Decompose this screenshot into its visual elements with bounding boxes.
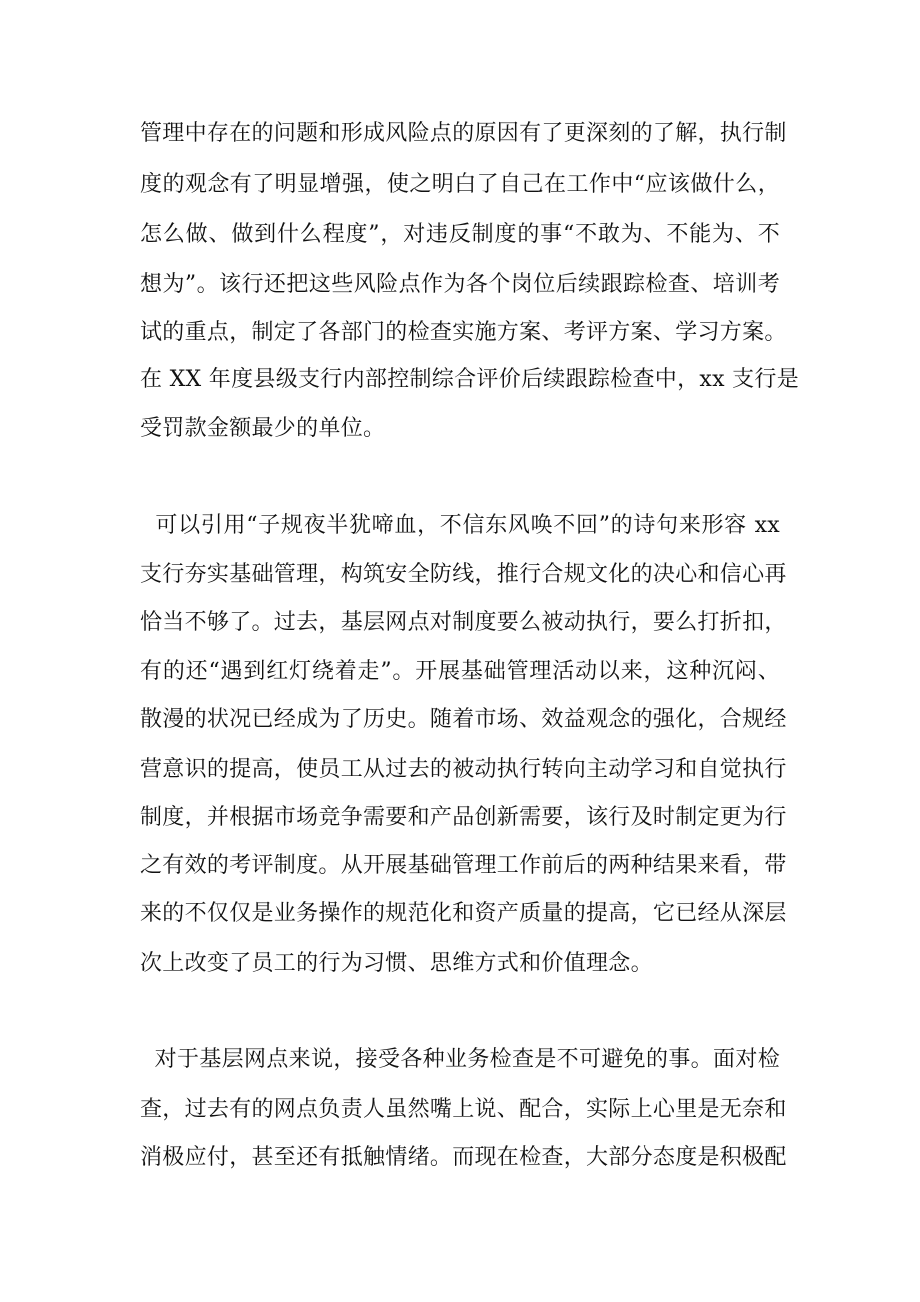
text-line: 可以引用“子规夜半犹啼血，不信东风唤不回”的诗句来形容 xx bbox=[140, 513, 780, 538]
text-line: 受罚款金额最少的单位。 bbox=[140, 416, 386, 441]
text-line: 散漫的状况已经成为了历史。随着市场、效益观念的强化，合规经 bbox=[140, 707, 787, 732]
text-line: 怎么做、做到什么程度”，对违反制度的事“不敢为、不能为、不 bbox=[140, 222, 780, 247]
text-line: 恰当不够了。过去，基层网点对制度要么被动执行，要么打折扣， bbox=[140, 610, 787, 635]
text-line: 次上改变了员工的行为习惯、思维方式和价值理念。 bbox=[140, 951, 653, 976]
text-line: 度的观念有了明显增强，使之明白了自己在工作中“应该做什么， bbox=[140, 172, 780, 197]
text-line: 营意识的提高，使员工从过去的被动执行转向主动学习和自觉执行 bbox=[140, 757, 787, 782]
text-line: 试的重点，制定了各部门的检查实施方案、考评方案、学习方案。 bbox=[140, 320, 787, 345]
text-line: 之有效的考评制度。从开展基础管理工作前后的两种结果来看，带 bbox=[140, 853, 787, 878]
text-line: 支行夯实基础管理，构筑安全防线，推行合规文化的决心和信心再 bbox=[140, 562, 787, 587]
text-line: 管理中存在的问题和形成风险点的原因有了更深刻的了解，执行制 bbox=[140, 121, 787, 146]
text-line: 有的还“遇到红灯绕着走”。开展基础管理活动以来，这种沉闷、 bbox=[140, 659, 780, 684]
text-line: 对于基层网点来说，接受各种业务检查是不可避免的事。面对检 bbox=[140, 1047, 780, 1072]
text-line: 制度，并根据市场竞争需要和产品创新需要，该行及时制定更为行 bbox=[140, 805, 787, 830]
text-line: 来的不仅仅是业务操作的规范化和资产质量的提高，它已经从深层 bbox=[140, 901, 787, 926]
text-line: 消极应付，甚至还有抵触情绪。而现在检查，大部分态度是积极配 bbox=[140, 1145, 787, 1170]
text-line: 在 XX 年度县级支行内部控制综合评价后续跟踪检查中，xx 支行是 bbox=[140, 367, 800, 392]
text-line: 查，过去有的网点负责人虽然嘴上说、配合，实际上心里是无奈和 bbox=[140, 1097, 787, 1122]
text-line: 想为”。该行还把这些风险点作为各个岗位后续跟踪检查、培训考 bbox=[140, 272, 780, 297]
